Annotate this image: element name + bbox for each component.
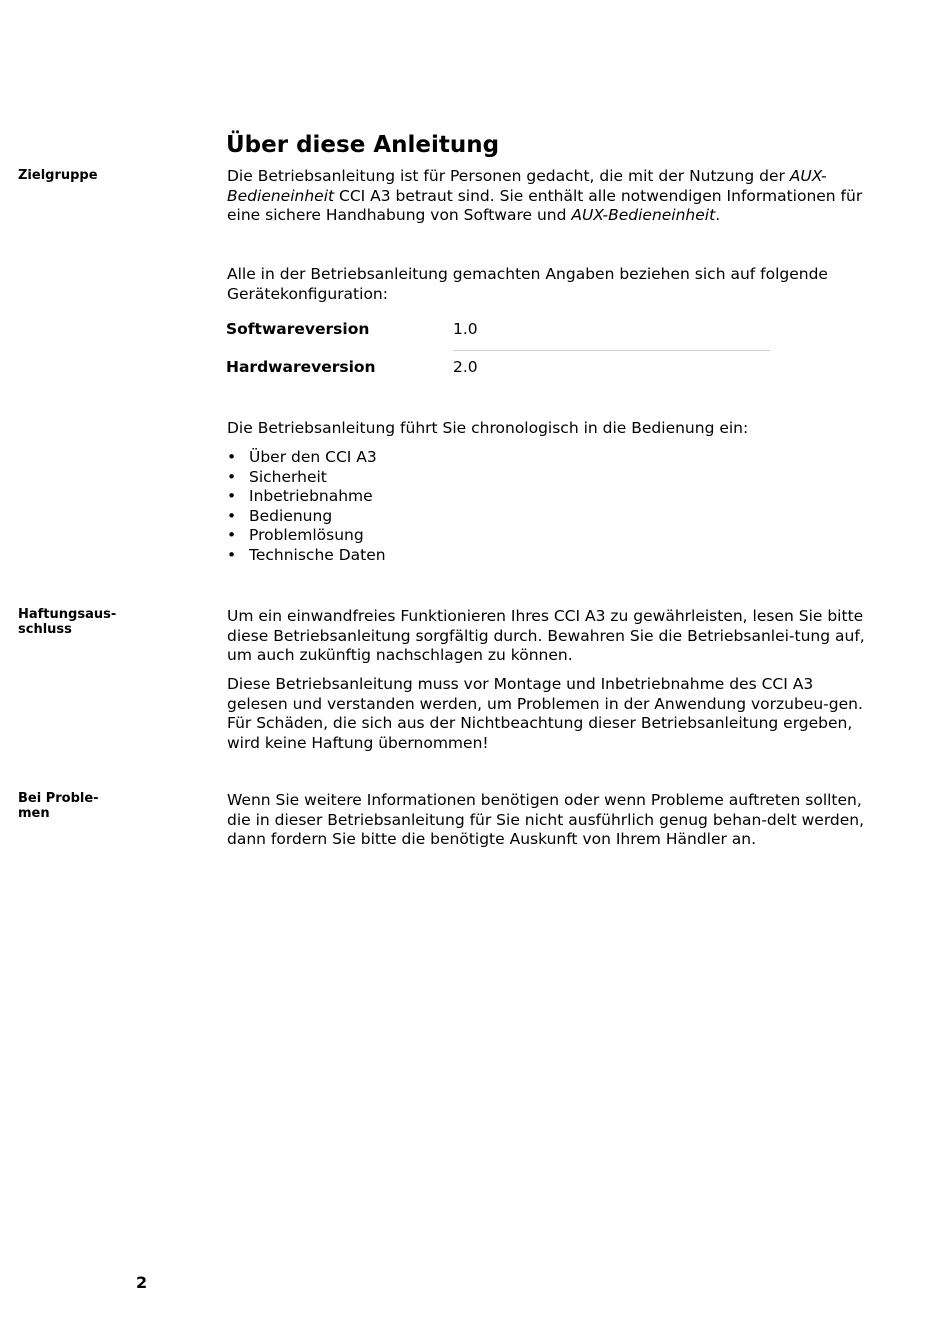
sidebar-label-line: schluss	[18, 622, 72, 637]
bullet-icon: •	[227, 506, 237, 525]
list-item-label: Technische Daten	[249, 545, 386, 564]
list-item-label: Über den CCI A3	[249, 448, 377, 466]
haftung-text: Diese Betriebsanleitung muss vor Montage und Inbetriebnahme des CCI A3 gelesen und verstanden werden, um Problemen in der Anwendung vorzubeu-gen. Für Schäden, die sich aus der Nichtbeachtung dieser Betriebsanleitung ergeben, wird keine Haftung übernommen!	[227, 675, 863, 752]
config-intro-text: Alle in der Betriebsanleitung gemachten Angaben beziehen sich auf folgende Gerätekonfiguration:	[227, 265, 828, 303]
bullet-icon: •	[227, 545, 237, 564]
probleme-paragraph	[227, 791, 867, 850]
list-item	[227, 546, 867, 566]
chapter-list	[227, 448, 867, 565]
config-intro-paragraph	[227, 265, 867, 304]
config-value: 2.0	[453, 358, 478, 376]
intro-segment: .	[715, 206, 721, 224]
sidebar-label-line: Zielgruppe	[18, 168, 98, 183]
list-item-label: Bedienung	[249, 506, 333, 525]
bullet-icon: •	[227, 467, 237, 486]
sidebar-label-line: men	[18, 806, 50, 821]
bullet-icon: •	[227, 448, 237, 466]
intro-segment-italic: AUX-Bedieneinheit	[227, 167, 827, 205]
sidebar-label-zielgruppe	[18, 168, 208, 183]
chapters-intro-text: Die Betriebsanleitung führt Sie chronologisch in die Bedienung ein:	[227, 419, 749, 437]
list-item	[227, 507, 867, 527]
sidebar-label-line: Bei Proble-	[18, 791, 99, 806]
config-label: Hardwareversion	[226, 358, 376, 376]
bullet-icon: •	[227, 526, 237, 544]
intro-segment: CCI A3 betraut sind. Sie enthält alle notwendigen Informationen für eine sichere Handhabung von Software und	[227, 186, 863, 224]
intro-paragraph	[227, 167, 867, 226]
list-item-label: Problemlösung	[249, 526, 364, 544]
probleme-text: Wenn Sie weitere Informationen benötigen oder wenn Probleme auftreten sollten, die in dieser Betriebsanleitung für Sie nicht ausführlich genug behan-delt werden, dann fordern Sie bitte die benötigte Auskunft von Ihrem Händler an.	[227, 791, 865, 848]
list-item	[227, 448, 867, 468]
config-value: 1.0	[453, 320, 478, 338]
list-item	[227, 487, 867, 507]
page-title: Über diese Anleitung	[226, 132, 500, 158]
list-item	[227, 468, 867, 488]
page-number: 2	[136, 1273, 148, 1292]
config-divider	[453, 350, 770, 351]
config-value-hardware	[453, 358, 753, 378]
haftung-paragraph-2	[227, 675, 867, 753]
intro-segment: Die Betriebsanleitung ist für Personen gedacht, die mit der Nutzung der	[227, 167, 790, 185]
intro-segment-italic: AUX-Bedieneinheit	[571, 206, 716, 224]
haftung-text: Um ein einwandfreies Funktionieren Ihres CCI A3 zu gewährleisten, lesen Sie bitte diese Betriebsanleitung sorgfältig durch. Bewahren Sie die Betriebsanlei-tung auf, um auch zukünftig nachschlagen zu können.	[227, 607, 865, 664]
bullet-icon: •	[227, 487, 237, 505]
chapters-intro-paragraph	[227, 419, 867, 439]
config-value-software	[453, 320, 753, 340]
haftung-paragraph-1	[227, 607, 867, 666]
config-label: Softwareversion	[226, 320, 370, 338]
sidebar-label-line: Haftungsaus-	[18, 607, 117, 622]
sidebar-label-probleme	[18, 791, 208, 821]
list-item-label: Inbetriebnahme	[249, 487, 373, 505]
sidebar-label-haftung	[18, 607, 208, 637]
list-item-label: Sicherheit	[249, 467, 327, 486]
list-item	[227, 526, 867, 546]
